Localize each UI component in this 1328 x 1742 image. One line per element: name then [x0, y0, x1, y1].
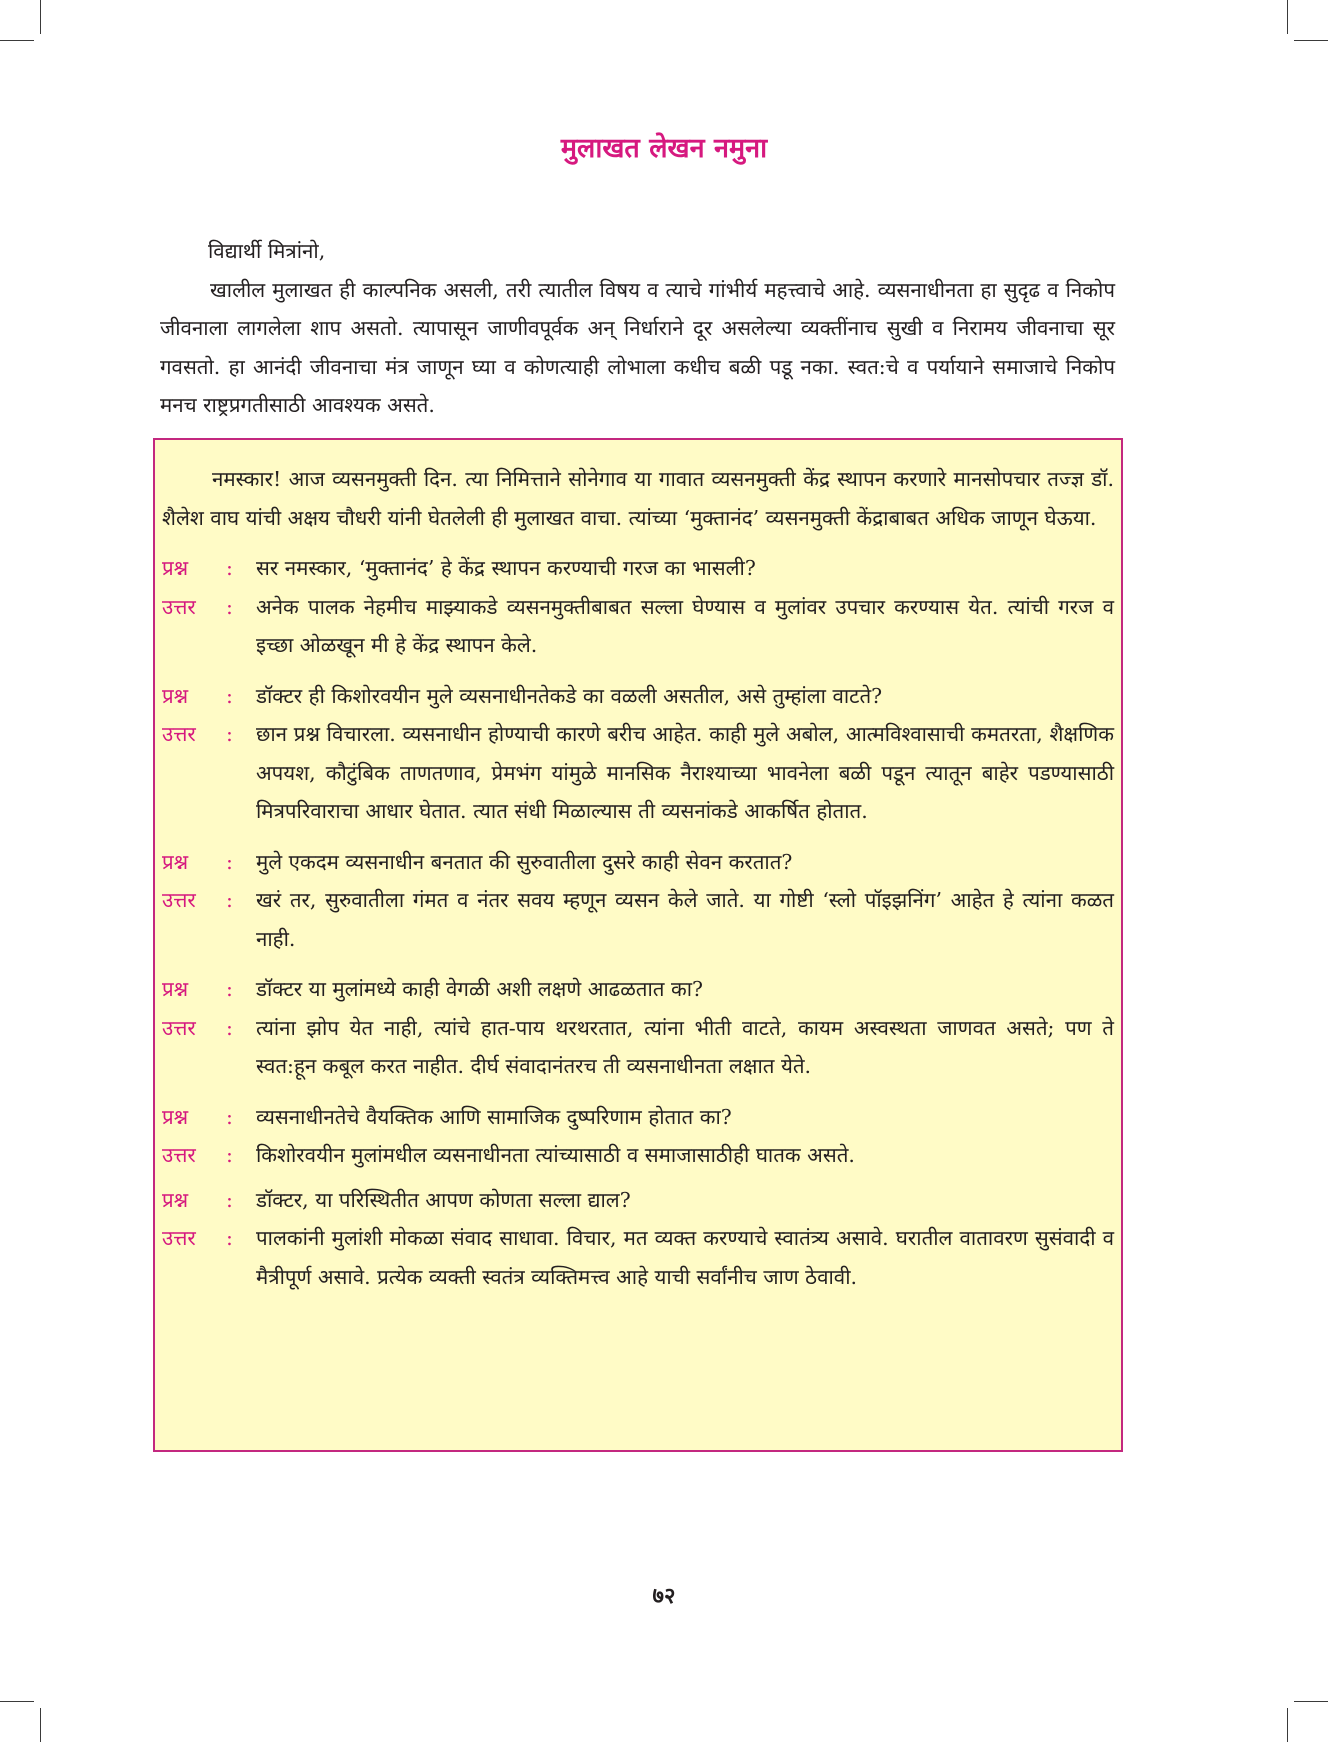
- crop-mark: [1294, 40, 1328, 41]
- question-text: डॉक्टर या मुलांमध्ये काही वेगळी अशी लक्षणे आढळतात का?: [256, 977, 704, 1001]
- page-number: ७२: [652, 1584, 676, 1609]
- intro-paragraph: खालील मुलाखत ही काल्पनिक असली, तरी त्यातील विषय व त्याचे गांभीर्य महत्त्वाचे आहे. व्यसनाधीनता हा सुदृढ व निकोप जीवनाला लागलेला शाप असतो. त्यापासून जाणीवपूर्वक अन् निर्धाराने दूर असलेल्या व्यक्तींनाच सुखी व निरामय जीवनाचा सूर गवसतो. हा आनंदी जीवनाचा मंत्र जाणून घ्या व कोणत्याही लोभाला कधीच बळी पडू नका. स्वत:चे व पर्यायाने समाजाचे निकोप मनच राष्ट्रप्रगतीसाठी आवश्यक असते.: [160, 277, 1115, 417]
- question-row: [162, 1098, 1114, 1137]
- answer-row: [162, 1219, 1114, 1296]
- question-row: [162, 1181, 1114, 1220]
- separator: :: [226, 1143, 233, 1167]
- answer-label: उत्तर: [162, 1143, 196, 1167]
- qa-pair: [162, 843, 1114, 959]
- question-text: सर नमस्कार, ‘मुक्तानंद’ हे केंद्र स्थापन करण्याची गरज का भासली?: [256, 556, 756, 580]
- crop-mark: [40, 1708, 41, 1742]
- separator: :: [226, 683, 233, 708]
- question-text: डॉक्टर ही किशोरवयीन मुले व्यसनाधीनतेकडे का वळली असतील, असे तुम्हांला वाटते?: [256, 683, 883, 708]
- answer-row: [162, 881, 1114, 958]
- interview-lead: नमस्कार! आज व्यसनमुक्ती दिन. त्या निमित्ताने सोनेगाव या गावात व्यसनमुक्ती केंद्र स्थापन करणारे मानसोपचार तज्ज्ञ डॉ. शैलेश वाघ यांची अक्षय चौधरी यांनी घेतलेली ही मुलाखत वाचा. त्यांच्या ‘मुक्तानंद’ व्यसनमुक्ती केंद्राबाबत अधिक जाणून घेऊया.: [162, 467, 1114, 530]
- question-text: डॉक्टर, या परिस्थितीत आपण कोणता सल्ला द्याल?: [256, 1187, 631, 1212]
- answer-text: किशोरवयीन मुलांमधील व्यसनाधीनता त्यांच्यासाठी व समाजासाठीही घातक असते.: [256, 1143, 855, 1167]
- separator: :: [226, 849, 233, 874]
- crop-mark: [0, 1701, 34, 1702]
- answer-label: उत्तर: [162, 1015, 196, 1040]
- separator: :: [226, 977, 233, 1001]
- greeting: विद्यार्थी मित्रांनो,: [208, 239, 326, 263]
- question-text: मुले एकदम व्यसनाधीन बनतात की सुरुवातीला दुसरे काही सेवन करतात?: [256, 849, 793, 874]
- answer-row: [162, 715, 1114, 831]
- question-row: [162, 549, 1114, 588]
- answer-row: [162, 1009, 1114, 1086]
- question-label: प्रश्न: [162, 849, 189, 874]
- answer-label: उत्तर: [162, 1226, 196, 1250]
- question-label: प्रश्न: [162, 977, 189, 1001]
- separator: :: [226, 1104, 233, 1129]
- answer-label: उत्तर: [162, 888, 196, 912]
- crop-mark: [1287, 1708, 1288, 1742]
- answer-label: उत्तर: [162, 722, 196, 746]
- separator: :: [226, 1226, 233, 1250]
- question-row: [162, 970, 1114, 1009]
- page-title: मुलाखत लेखन नमुना: [560, 133, 768, 164]
- answer-text: अनेक पालक नेहमीच माझ्याकडे व्यसनमुक्तीबाबत सल्ला घेण्यास व मुलांवर उपचार करण्यास येत. त्यांची गरज व इच्छा ओळखून मी हे केंद्र स्थापन केले.: [256, 594, 1114, 657]
- qa-pair: [162, 970, 1114, 1086]
- qa-pair: [162, 1098, 1114, 1175]
- answer-text: त्यांना झोप येत नाही, त्यांचे हात-पाय थरथरतात, त्यांना भीती वाटते, कायम अस्वस्थता जाणवत असते; पण ते स्वत:हून कबूल करत नाहीत. दीर्घ संवादानंतरच ती व्यसनाधीनता लक्षात येते.: [256, 1015, 1114, 1078]
- question-label: प्रश्न: [162, 556, 189, 580]
- answer-text: छान प्रश्न विचारला. व्यसनाधीन होण्याची कारणे बरीच आहेत. काही मुले अबोल, आत्मविश्वासाची कमतरता, शैक्षणिक अपयश, कौटुंबिक ताणतणाव, प्रेमभंग यांमुळे मानसिक नैराश्याच्या भावनेला बळी पडून त्यातून बाहेर पडण्यासाठी मित्रपरिवाराचा आधार घेतात. त्यात संधी मिळाल्यास ती व्यसनांकडे आकर्षित होतात.: [256, 722, 1114, 823]
- answer-row: [162, 588, 1114, 665]
- answer-row: [162, 1136, 1114, 1175]
- qa-pair: [162, 1181, 1114, 1297]
- separator: :: [226, 1015, 233, 1040]
- question-label: प्रश्न: [162, 683, 189, 708]
- crop-mark: [1294, 1701, 1328, 1702]
- crop-mark: [40, 0, 41, 34]
- interview-box: [153, 438, 1123, 1452]
- question-label: प्रश्न: [162, 1187, 189, 1212]
- answer-text: खरं तर, सुरुवातीला गंमत व नंतर सवय म्हणून व्यसन केले जाते. या गोष्टी ‘स्लो पॉइझनिंग’ आहेत हे त्यांना कळत नाही.: [256, 888, 1114, 951]
- crop-mark: [0, 40, 34, 41]
- crop-mark: [1287, 0, 1288, 34]
- question-label: प्रश्न: [162, 1104, 189, 1129]
- question-text: व्यसनाधीनतेचे वैयक्तिक आणि सामाजिक दुष्परिणाम होतात का?: [256, 1104, 732, 1129]
- qa-pair: [162, 677, 1114, 831]
- answer-label: उत्तर: [162, 594, 196, 619]
- question-row: [162, 843, 1114, 882]
- separator: :: [226, 556, 233, 580]
- separator: :: [226, 594, 233, 619]
- separator: :: [226, 722, 233, 746]
- question-row: [162, 677, 1114, 716]
- separator: :: [226, 888, 233, 912]
- answer-text: पालकांनी मुलांशी मोकळा संवाद साधावा. विचार, मत व्यक्त करण्याचे स्वातंत्र्य असावे. घरातील वातावरण सुसंवादी व मैत्रीपूर्ण असावे. प्रत्येक व्यक्ती स्वतंत्र व्यक्तिमत्त्व आहे याची सर्वांनीच जाण ठेवावी.: [256, 1226, 1114, 1289]
- separator: :: [226, 1187, 233, 1212]
- qa-pair: [162, 549, 1114, 665]
- intro-section: [160, 232, 1115, 425]
